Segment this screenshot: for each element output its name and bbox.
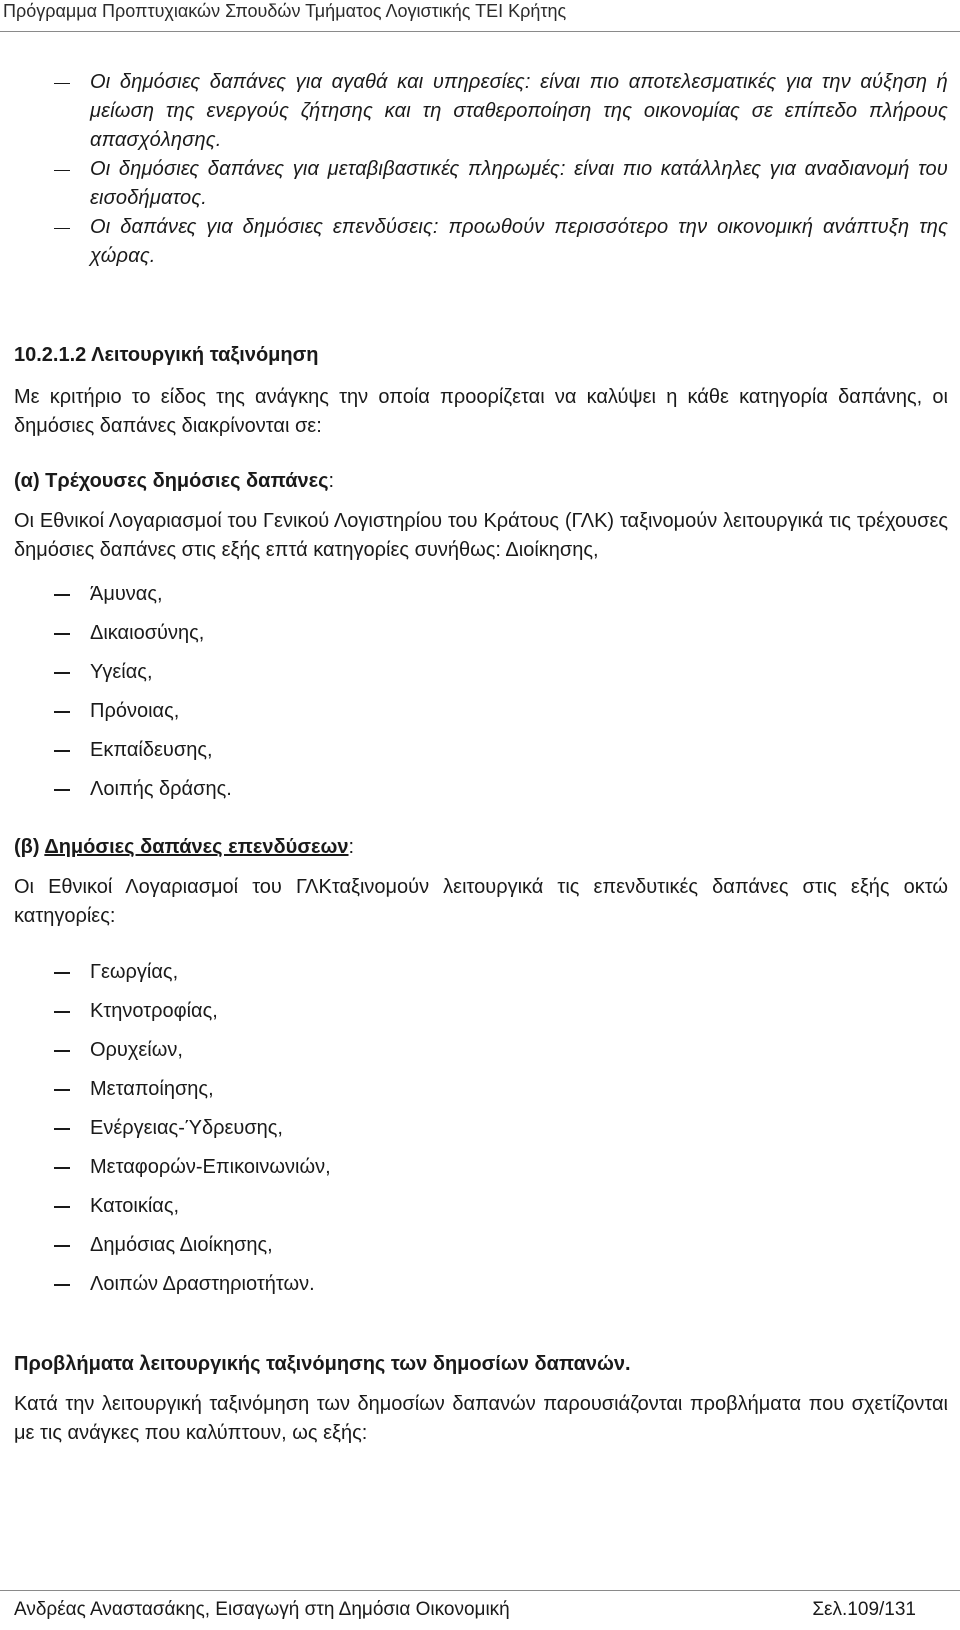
heading-prefix: (α) [14, 470, 46, 492]
list-item: Εκπαίδευσης, [14, 731, 948, 770]
list-item: Υγείας, [14, 653, 948, 692]
investment-expenses-text: Οι Εθνικοί Λογαριασμοί του ΓΛΚταξινομούν λειτουργικά τις επενδυτικές δαπάνες στις εξής οκτώ κατηγορίες: [14, 876, 948, 927]
intro-bullet-list [14, 68, 948, 271]
heading-title: Δημόσιες δαπάνες επενδύσεων [44, 836, 349, 858]
section-heading: 10.2.1.2 Λειτουργική ταξινόμηση [14, 344, 319, 366]
problems-heading: Προβλήματα λειτουργικής ταξινόμησης των δημοσίων δαπανών. [14, 1353, 631, 1375]
list-item: Λοιπής δράσης. [14, 770, 948, 809]
list-item: Άμυνας, [14, 575, 948, 614]
list-item: Μεταφορών-Επικοινωνιών, [14, 1148, 948, 1187]
page-footer [0, 1590, 960, 1630]
section-intro: Με κριτήριο το είδος της ανάγκης την οποία προορίζεται να καλύψει η κάθε κατηγορία δαπάνης, οι δημόσιες δαπάνες διακρίνονται σε: [14, 386, 948, 437]
heading-prefix: (β) [14, 836, 45, 858]
list-item: Ενέργειας-Ύδρευσης, [14, 1109, 948, 1148]
list-item: Πρόνοιας, [14, 692, 948, 731]
list-item: Οι δημόσιες δαπάνες για μεταβιβαστικές πληρωμές: είναι πιο κατάλληλες για αναδιανομή του εισοδήματος. [14, 155, 948, 213]
list-item: Οι δημόσιες δαπάνες για αγαθά και υπηρεσίες: είναι πιο αποτελεσματικές για την αύξηση ή μείωση της ενεργούς ζήτησης και τη σταθεροποίηση της οικονομίας σε επίπεδο πλήρους απασχόλησης. [14, 68, 948, 155]
list-item: Γεωργίας, [14, 953, 948, 992]
list-item: Δημόσιας Διοίκησης, [14, 1226, 948, 1265]
page-content [14, 68, 948, 1448]
list-item: Οι δαπάνες για δημόσιες επενδύσεις: προωθούν περισσότερο την οικονομική ανάπτυξη της χώρας. [14, 213, 948, 271]
current-expenses-heading [14, 467, 948, 495]
current-expenses-text: Οι Εθνικοί Λογαριασμοί του Γενικού Λογιστηρίου του Κράτους (ΓΛΚ) ταξινομούν λειτουργικά τις τρέχουσες δημόσιες δαπάνες στις εξής επτά κατηγορίες συνήθως: Διοίκησης, [14, 510, 948, 561]
list-item: Ορυχείων, [14, 1031, 948, 1070]
investment-expenses-list [14, 953, 948, 1304]
current-expenses-list [14, 575, 948, 809]
header-title: Πρόγραμμα Προπτυχιακών Σπουδών Τμήματος Λογιστικής ΤΕΙ Κρήτης [3, 1, 567, 21]
list-item: Μεταποίησης, [14, 1070, 948, 1109]
list-item: Κατοικίας, [14, 1187, 948, 1226]
investment-expenses-heading [14, 833, 948, 861]
heading-colon: : [348, 836, 355, 858]
problems-text: Κατά την λειτουργική ταξινόμηση των δημοσίων δαπανών παρουσιάζονται προβλήματα που σχετίζονται με τις ανάγκες που καλύπτουν, ως εξής: [14, 1393, 948, 1444]
list-item: Κτηνοτροφίας, [14, 992, 948, 1031]
footer-page-number: Σελ.109/131 [812, 1599, 916, 1620]
list-item: Λοιπών Δραστηριοτήτων. [14, 1265, 948, 1304]
footer-author: Ανδρέας Αναστασάκης, Εισαγωγή στη Δημόσια Οικονομική [14, 1599, 510, 1620]
list-item: Δικαιοσύνης, [14, 614, 948, 653]
heading-colon: : [328, 470, 335, 492]
heading-title: Τρέχουσες δημόσιες δαπάνες [45, 470, 329, 492]
page-header [0, 0, 960, 32]
